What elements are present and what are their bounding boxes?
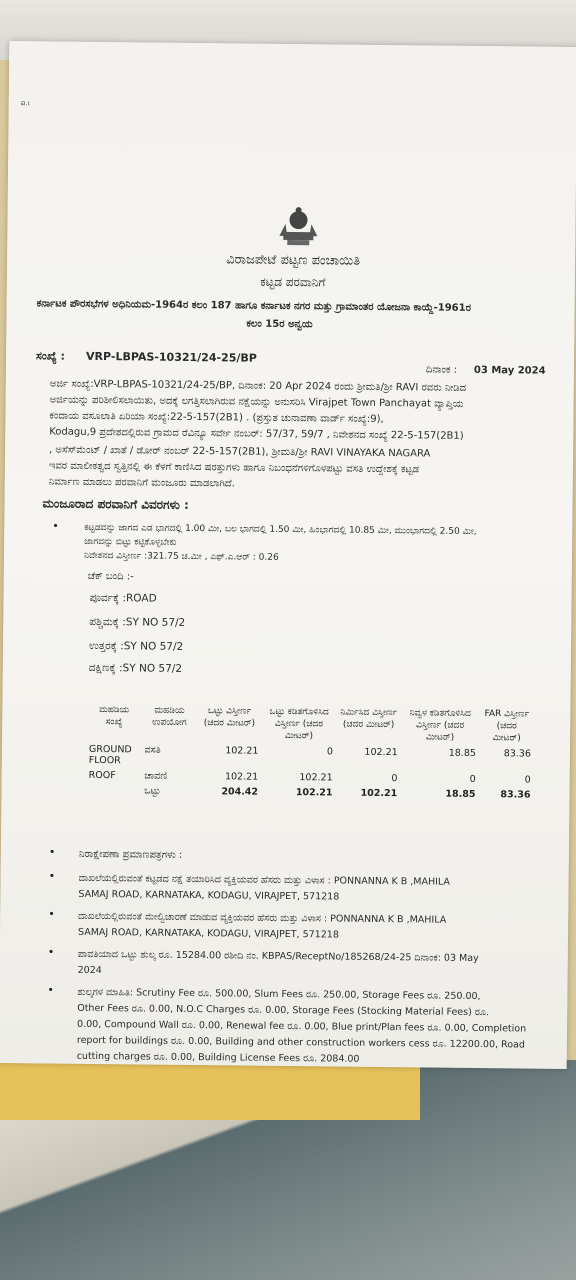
boundary-east: ಪೂರ್ವಕ್ಕೆ :ROAD [89,591,157,605]
boundary-west: ಪಶ್ಚಿಮಕ್ಕೆ :SY NO 57/2 [89,615,186,629]
bullet: • [48,845,56,859]
bullet: • [52,519,59,533]
payment-line-1: ಪಾವತಿಯಾದ ಒಟ್ಟು ಶುಲ್ಕ ರೂ. 15284.00 ರಶೀದಿ ನಂ. KBPAS/ReceptNo/185268/24-25 ದಿನಾಂಕ: 03 May [77,948,479,965]
state-emblem-icon [273,206,323,249]
payment-line-2: 2024 [77,964,102,977]
table-cell: 102.21 [225,745,259,757]
table-cell: 102.21 [360,787,398,800]
designer-line-2: SAMAJ ROAD, KARNATAKA, KODAGU, VIRAJPET, 571218 [78,888,340,903]
table-cell: 102.21 [364,746,398,759]
office-name: ವಿರಾಜಪೇಟೆ ಪಟ್ಟಣ ಪಂಚಾಯಿತಿ [226,252,361,269]
table-cell: 0 [326,746,333,758]
table-cell: 102.21 [295,787,333,799]
bullet: • [48,869,56,883]
table-cell: 102.21 [224,771,259,783]
table-cell: ROOF [88,769,116,782]
table-cell: 83.36 [500,789,531,801]
table-header-row [86,702,534,747]
bullet: • [47,983,54,997]
col-header-deducted-area: ಒಟ್ಟು ಕಡಿತಗೊಳಿಸಿದ ವಿಸ್ತೀರ್ಣ (ಚದರ ಮೀಟರ್) [269,706,329,742]
supervisor-line-1: ದಾಖಲೆಯಲ್ಲಿರುವಂತೆ ಮೇಲ್ವಿಚಾರಣೆ ಮಾಡುವ ವ್ಯಕ್ತಿಯವರ ಹೆಸರು ಮತ್ತು ವಿಳಾಸ : PONNANNA K B ,MAHILA [78,910,447,926]
col-header-net-deducted: ನಿವ್ವಳ ಕಡಿತಗೊಳಿಸಿದ ವಿಸ್ತೀರ್ಣ (ಚದರ ಮೀಟರ್) [409,708,471,743]
col-header-floor-no: ಮಹಡಿಯ ಸಂಖ್ಯೆ [99,705,130,728]
bullet: • [48,907,55,921]
body-line: ಕಂದಾಯ ವಸೂಲಾತಿ ಏರಿಯಾ ಸಂಖ್ಯೆ:22-5-157(2B1) . (ಪ್ರಸ್ತುತ ಚುನಾವಣಾ ವಾರ್ಡ್ ಸಂಖ್ಯೆ:9), [49,410,384,425]
date-label: ದಿನಾಂಕ : [425,364,458,376]
body-line: , ಅಸೆಸ್‌ಮೆಂಟ್ / ಖಾತೆ / ಡೋರ್ ನಂಬರ್ 22-5-157(2B1), ಶ್ರೀಮತಿ/ಶ್ರೀ RAVI VINAYAKA NAGARA [49,444,431,460]
table-cell: 18.85 [445,788,476,800]
date-value: 03 May 2024 [473,364,546,377]
certificates-heading: ನಿರಾಕ್ಷೇಪಣಾ ಪ್ರಮಾಣಪತ್ರಗಳು : [78,848,183,861]
boundary-north: ಉತ್ತರಕ್ಕೆ :SY NO 57/2 [88,639,184,653]
table-cell: 102.21 [299,772,333,784]
fees-line-3: 0.00, Compound Wall ರೂ. 0.00, Renewal fee ರೂ. 0.00, Blue print/Plan fees ರೂ. 0.00, Completion [77,1018,527,1035]
table-cell: 83.36 [503,748,531,760]
act-reference-line-1: ಕರ್ನಾಟಕ ಪೌರಸಭೆಗಳ ಅಧಿನಿಯಮ-1964ರ ಕಲಂ 187 ಹಾಗೂ ಕರ್ನಾಟಕ ನಗರ ಮತ್ತು ಗ್ರಾಮಾಂತರ ಯೋಜನಾ ಕಾಯ್ದೆ-1961ರ [36,298,471,314]
col-header-total-area: ಒಟ್ಟು ವಿಸ್ತೀರ್ಣ (ಚದರ ಮೀಟರ್) [203,706,256,729]
table-cell: GROUND FLOOR [88,743,132,767]
designer-line-1: ದಾಖಲೆಯಲ್ಲಿರುವಂತೆ ಕಟ್ಟಡದ ನಕ್ಷೆ ತಯಾರಿಸಿದ ವ್ಯಕ್ತಿಯವರ ಹೆಸರು ಮತ್ತು ವಿಳಾಸ : PONNANNA K B ,MAHILA [78,872,451,888]
body-line: ಇವರ ಮಾಲೀಕತ್ವದ ಸ್ವತ್ತಿನಲ್ಲಿ ಈ ಕೆಳಗೆ ಕಾಣಿಸಿದ ಷರತ್ತುಗಳು ಹಾಗೂ ನಿಬಂಧನೆಗಳಿಗೊಳಪಟ್ಟು ವಸತಿ ಉದ್ದೇಶಕ್ಕೆ ಕಟ್ಟಡ [48,460,420,476]
fees-line-4: report for buildings ರೂ. 0.00, Building and other construction workers cess ರೂ. 12200.00, Road [76,1034,525,1051]
bullet: • [47,945,55,959]
setback-line-1: ಕಟ್ಟಡವನ್ನು ಜಾಗದ ಎಡ ಭಾಗದಲ್ಲಿ 1.00 ಮೀ, ಬಲ ಭಾಗದಲ್ಲಿ 1.50 ಮೀ, ಹಿಂಭಾಗದಲ್ಲಿ 10.85 ಮೀ, ಮುಂಭಾಗದಲ್ಲಿ 2.50 ಮೀ, [84,522,477,537]
act-reference-line-2: ಕಲಂ 15ರ ಅನ್ವಯ [246,318,313,331]
document-page [0,41,576,1069]
corner-mark: ລ.ι [20,99,30,108]
setback-line-2: ಜಾಗವನ್ನು ಬಿಟ್ಟು ಕಟ್ಟಿಕೊಳ್ಳಬೇಕು [84,536,177,548]
plot-area-line: ನಿವೇಶನದ ವಿಸ್ತೀರ್ಣ :321.75 ಚ.ಮೀ , ಎಫ್.ಎ.ಆರ್ : 0.26 [83,550,279,563]
table-cell: 0 [391,773,398,785]
body-line: Kodagu,9 ಪ್ರದೇಶದಲ್ಲಿರುವ ಗ್ರಾಮದ ರೆವಿನ್ಯೂ ಸರ್ವೇ ನಂಬರ್: 57/37, 59/7 , ನಿವೇಶನದ ಸಂಖ್ಯೆ 22-5-157(2B1) [49,426,464,442]
boundaries-label: ಚೆಕ್ ಬಂದಿ :- [87,570,134,583]
col-header-floor-use: ಮಹಡಿಯ ಉಪಯೋಗ [152,705,187,728]
body-line: ನಿರ್ಮಾಣ ಮಾಡಲು ಪರವಾನಿಗೆ ಮಂಜೂರು ಮಾಡಲಾಗಿದೆ. [48,476,235,490]
table-cell: ಒಟ್ಟು [144,785,161,797]
background-folder [0,1060,420,1120]
table-cell: ಚಾವಣಿ [144,770,168,782]
sanction-heading: ಮಂಜೂರಾದ ಪರವಾನಿಗೆ ವಿವರಗಳು : [42,496,189,512]
table-cell: 18.85 [448,747,477,759]
table-cell: 0 [524,774,531,786]
table-cell: 204.42 [221,786,259,798]
body-line: ಅರ್ಜಿ ಸಂಖ್ಯೆ:VRP-LBPAS-10321/24-25/BP, ದಿನಾಂಕ: 20 Apr 2024 ರಂದು ಶ್ರೀಮತಿ/ಶ್ರೀ RAVI ರವರು ನೀಡಿದ [49,378,467,394]
fees-line-5: cutting charges ರೂ. 0.00, Building License Fees ರೂ. 2084.00 [76,1050,360,1065]
table-cell: ವಸತಿ [144,744,161,756]
table-cell [85,783,141,799]
boundary-south: ದಕ್ಷಿಣಕ್ಕೆ :SY NO 57/2 [88,661,183,675]
col-header-built-area: ನಿರ್ಮಿಸಿದ ವಿಸ್ತೀರ್ಣ (ಚದರ ಮೀಟರ್) [340,707,398,731]
supervisor-line-2: SAMAJ ROAD, KARNATAKA, KODAGU, VIRAJPET, 571218 [77,926,339,941]
floor-area-table [85,702,534,803]
col-header-far-area: FAR ವಿಸ್ತೀರ್ಣ (ಚದರ ಮೀಟರ್) [484,709,530,744]
table-cell: 0 [469,773,476,785]
body-line: ಅರ್ಜಿಯನ್ನು ಪರಿಶೀಲಿಸಲಾಯಿತು, ಅದಕ್ಕೆ ಲಗತ್ತಿಸಲಾಗಿರುವ ನಕ್ಷೆಯನ್ನು ಅನುಸರಿಸಿ Virajpet Town Panchayat ವ್ಯಾಪ್ತಿಯ [49,394,464,410]
fees-line-1: ಶುಲ್ಕಗಳ ಮಾಹಿತಿ: Scrutiny Fee ರೂ. 500.00, Slum Fees ರೂ. 250.00, Storage Fees ರೂ. 250.00, [77,986,481,1003]
ref-number-label: ಸಂಖ್ಯೆ : [36,349,66,363]
document-title: ಕಟ್ಟಡ ಪರವಾನಿಗೆ [260,274,326,290]
ref-number: VRP-LBPAS-10321/24-25/BP [86,349,257,365]
fees-line-2: Other Fees ರೂ. 0.00, N.O.C Charges ರೂ. 0.00, Storage Fees (Stocking Material Fees) ರೂ. [77,1002,489,1019]
